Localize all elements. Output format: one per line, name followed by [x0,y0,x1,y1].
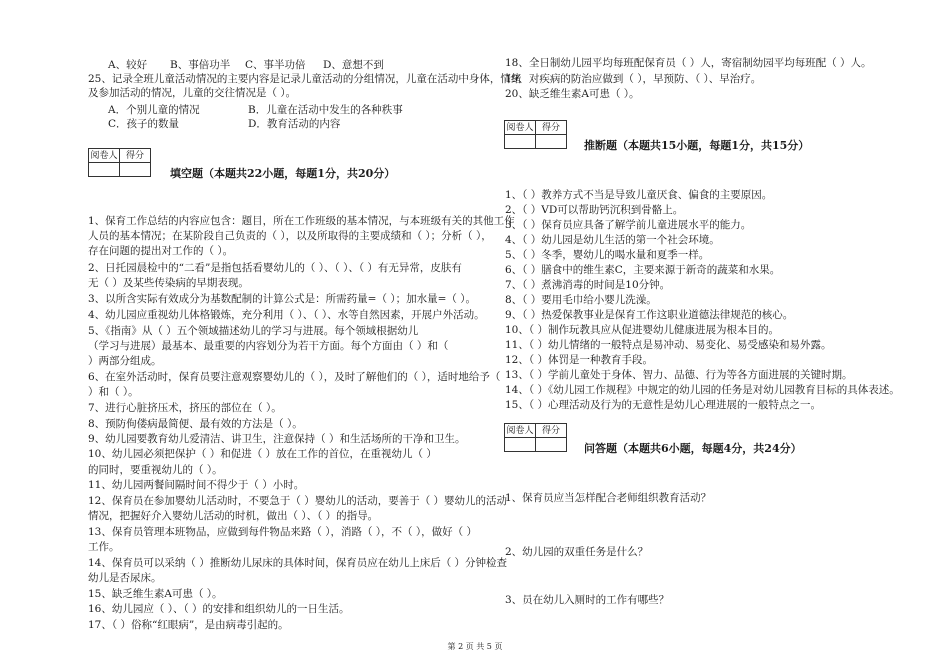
fill-line: （学习与进展）最基本、最重要的内容划分为若干方面。每个方面由（ ）和（ [88,340,449,352]
fill-line: 的同时，要重视幼儿的（ ）。 [88,464,223,476]
judge-score-box [504,120,567,149]
qa-section-title: 问答题（本题共6小题，每题4分，共24分） [584,442,802,455]
judge-line: 14、（ ）《幼儿园工作规程》中规定的幼儿园的任务是对幼儿园教育目标的具体表述。 [505,384,900,396]
judge-line: 13、（ ）学前儿童处于身体、智力、品德、行为等各方面进展的关键时期。 [505,369,853,381]
judge-line: 1、（ ）教养方式不当是导致儿童厌食、偏食的主要原因。 [505,189,773,201]
fill-line: 13、保育员管理本班物品，应做到每件物品来路（ ），消路（ ），不（ ），做好（ ） [88,526,477,538]
fill-line: 情况，把握好介入婴幼儿活动的时机，做出（ ）、（ ）的指导。 [88,510,379,522]
judge-line: 6、（ ）膳食中的维生素C，主要来源于新奇的蔬菜和水果。 [505,264,781,276]
q25-option-d: D．教育活动的内容 [248,118,341,130]
fill-line: 12、保育员在参加婴幼儿活动时，不要急于（ ）婴幼儿的活动，要善于（ ）婴幼儿的活动 [88,495,508,507]
q25-option-c: C．孩子的数量 [108,118,180,130]
judge-line: 4、（ ）幼儿园是幼儿生活的第一个社会环境。 [505,234,720,246]
qa-question-3: 3、员在幼儿入厕时的工作有哪些？ [505,594,670,606]
judge-line: 3、（ ）保育员应具备了解学前儿童进展水平的能力。 [505,219,752,231]
grader-cell [505,135,536,149]
qa-question-1: 1、保育员应当怎样配合老师组织教育活动？ [505,492,712,504]
judge-line: 12、（ ）体罚是一种教育手段。 [505,354,653,366]
fill-line: 16、幼儿园应（ ）、（ ）的安排和组织幼儿的一日生活。 [88,603,350,615]
fill-score-box [88,148,151,177]
fill-line: 15、缺乏维生素A可患（ ）。 [88,588,223,600]
fill-line: 5、《指南》从（ ）五个领域描述幼儿的学习与进展。每个领域根据幼儿 [88,325,419,337]
qa-score-box [504,423,567,452]
fill-line: 无（ ）及某些传染病的早期表现。 [88,277,249,289]
fill-line: 10、幼儿园必须把保护（ ）和促进（ ）放在工作的首位，在重视幼儿（ ） [88,448,437,460]
fill-line: 14、保育员可以采纳（ ）推断幼儿尿床的具体时间，保育员应在幼儿上床后（ ）分钟检查 [88,557,508,569]
q20-line: 20、缺乏维生素A可患（ ）。 [505,88,640,100]
q24-option-c: C、事半功倍 [245,59,306,71]
q18-line: 18、全日制幼儿园平均每班配保育员（ ）人，寄宿制幼园平均每班配（ ）人。 [505,57,872,69]
score-cell [536,438,567,452]
q19-line: 19、对疾病的防治应做到（ ），早预防、（ ）、早治疗。 [505,73,762,85]
judge-line: 7、（ ）煮沸消毒的时间是10分钟。 [505,279,671,291]
judge-line: 2、（ ）VD可以帮助钙沉积到骨骼上。 [505,204,684,216]
grader-label: 阅卷人 [90,150,118,161]
judge-line: 9、（ ）热爱保教事业是保育工作这职业道德法律规范的核心。 [505,309,794,321]
score-label: 得分 [536,121,567,135]
grader-label: 阅卷人 [506,122,534,133]
score-label: 得分 [120,149,151,163]
fill-line: ）和（ ）。 [88,386,139,398]
q25-option-b: B．儿童在活动中发生的各种秩事 [248,104,403,116]
q25-line-2: 及参加活动的情况，儿童的交往情况是（ ）。 [88,87,297,99]
fill-section-title: 填空题（本题共22小题，每题1分，共20分） [170,167,396,180]
grader-cell [89,163,120,177]
qa-question-2: 2、幼儿园的双重任务是什么？ [505,546,649,558]
q25-option-a: A．个别儿童的情况 [108,104,200,116]
fill-line: 存在问题的提出对工作的（ ）。 [88,245,234,257]
q25-line-1: 25、记录全班儿童活动情况的主要内容是记录儿童活动的分组情况，儿童在活动中身体，情绪 [88,73,522,85]
judge-line: 11、（ ）幼儿情绪的一般特点是易冲动、易变化、易受感染和易外露。 [505,339,832,351]
fill-line: 工作。 [88,541,120,553]
q24-option-d: D、意想不到 [323,59,384,71]
fill-line: 幼儿是否尿床。 [88,572,162,584]
grader-label: 阅卷人 [506,425,534,436]
fill-line: ）两部分组成。 [88,355,162,367]
page-number: 第 2 页 共 5 页 [447,642,503,651]
judge-line: 15、（ ）心理活动及行为的无意性是幼儿心理进展的一般特点之一。 [505,399,821,411]
judge-line: 8、（ ）要用毛巾给小婴儿洗澡。 [505,294,657,306]
fill-line: 3、以所含实际有效成分为基数配制的计算公式是：所需药量=（ ）；加水量=（ ）。 [88,293,476,305]
judge-line: 10、（ ）制作玩教具应从促进婴幼儿健康进展为根本目的。 [505,324,779,336]
fill-line: 人员的基本情况；在某阶段自己负责的（ ），以及所取得的主要成绩和（ ）；分析（ ）， [88,230,492,242]
fill-line: 8、预防佝偻病最简便、最有效的方法是（ ）。 [88,418,303,430]
q24-option-b: B、事倍功半 [170,59,231,71]
fill-line: 11、幼儿园两餐间隔时间不得少于（ ）小时。 [88,479,305,491]
grader-cell [505,438,536,452]
fill-line: 6、在室外活动时，保育员要注意观察婴幼儿的（ ），及时了解他们的（ ），适时地给予（ [88,371,501,383]
fill-line: 7、进行心脏挤压术，挤压的部位在（ ）。 [88,402,282,414]
judge-line: 5、（ ）冬季，婴幼儿的喝水量和夏季一样。 [505,249,710,261]
judge-section-title: 推断题（本题共15小题，每题1分，共15分） [584,139,810,152]
score-cell [536,135,567,149]
fill-line: 4、幼儿园应重视幼儿体格锻炼，充分利用（ ）、（ ）、水等自然因素，开展户外活动。 [88,309,485,321]
fill-line: 9、幼儿园要教育幼儿爱清洁、讲卫生，注意保持（ ）和生活场所的干净和卫生。 [88,433,466,445]
score-cell [120,163,151,177]
q24-option-a: A、较好 [108,59,148,71]
fill-line: 17、（ ）俗称“红眼病”，是由病毒引起的。 [88,619,289,631]
score-label: 得分 [536,424,567,438]
fill-line: 1、保育工作总结的内容应包含：题目，所在工作班级的基本情况，与本班级有关的其他工作 [88,215,515,227]
fill-line: 2、日托园晨检中的“二看”是指包括看婴幼儿的（ ）、（ ）、（ ）有无异常，皮肤有 [88,262,462,274]
